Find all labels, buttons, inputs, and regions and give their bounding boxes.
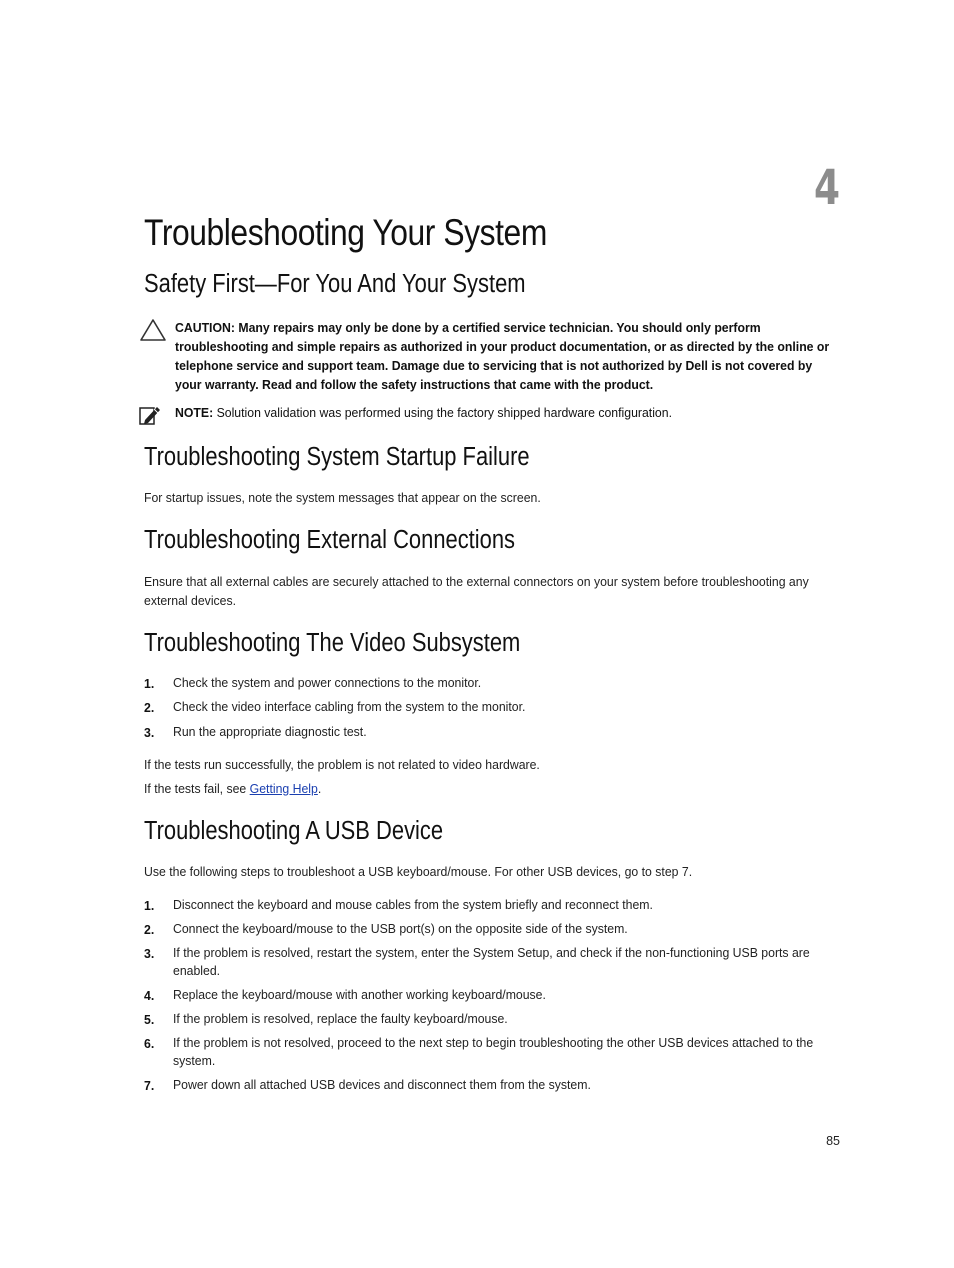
- video-result-fail: [144, 780, 832, 799]
- usb-step-number: 7.: [144, 1078, 155, 1093]
- usb-step-number: 4.: [144, 988, 155, 1003]
- note-text: Solution validation was performed using the factory shipped hardware configuration.: [213, 405, 672, 420]
- usb-step-text: If the problem is not resolved, proceed to the next step to begin troubleshooting the other USB devices attached to the system.: [173, 1035, 814, 1068]
- warning-triangle-icon: [139, 318, 167, 347]
- pencil-note-icon: [139, 404, 161, 431]
- section-heading-safety: Safety First—For You And Your System: [144, 270, 526, 298]
- video-step-text: Run the appropriate diagnostic test.: [173, 724, 367, 739]
- usb-step-text: Power down all attached USB devices and disconnect them from the system.: [173, 1077, 591, 1092]
- usb-step-text: Connect the keyboard/mouse to the USB port(s) on the opposite side of the system.: [173, 921, 628, 936]
- video-step-number: 1.: [144, 676, 155, 691]
- usb-step-number: 3.: [144, 946, 155, 961]
- chapter-number: 4: [813, 160, 840, 216]
- caution-text: CAUTION: Many repairs may only be done by a certified service technician. You should only perform troubleshooting and simple repairs as authorized in your product documentation, or as directed by the online or telephone service and support team. Damage due to servicing that is not authorized by Dell is not covered by your warranty. Read and follow the safety instructions that came with the product.: [175, 320, 830, 392]
- note-paragraph: [175, 403, 835, 422]
- video-step-number: 2.: [144, 700, 155, 715]
- note-label: NOTE:: [175, 405, 214, 420]
- usb-step-text: Disconnect the keyboard and mouse cables from the system briefly and reconnect them.: [173, 897, 653, 912]
- video-result-success: If the tests run successfully, the problem is not related to video hardware.: [144, 757, 540, 772]
- video-result-fail-prefix: If the tests fail, see: [144, 781, 250, 796]
- usb-step-text: Replace the keyboard/mouse with another working keyboard/mouse.: [173, 987, 546, 1002]
- page-number: 85: [826, 1134, 840, 1148]
- video-step-text: Check the video interface cabling from the system to the monitor.: [173, 699, 526, 714]
- section-heading-usb: Troubleshooting A USB Device: [144, 817, 444, 845]
- external-text: Ensure that all external cables are securely attached to the external connectors on your system before troubleshooting any external devices.: [144, 574, 809, 608]
- usb-step-text: If the problem is resolved, replace the faulty keyboard/mouse.: [173, 1011, 508, 1026]
- video-result-fail-suffix: .: [317, 781, 322, 796]
- usb-step-number: 2.: [144, 922, 155, 937]
- usb-step-number: 6.: [144, 1036, 155, 1051]
- video-step-text: Check the system and power connections to the monitor.: [173, 675, 482, 690]
- usb-step-number: 5.: [144, 1012, 155, 1027]
- usb-step-text: If the problem is resolved, restart the system, enter the System Setup, and check if the non-functioning USB ports are enabled.: [173, 945, 810, 978]
- getting-help-link[interactable]: Getting Help: [249, 781, 318, 796]
- video-step-number: 3.: [144, 725, 155, 740]
- page-title: Troubleshooting Your System: [144, 212, 547, 253]
- section-heading-startup: Troubleshooting System Startup Failure: [144, 443, 530, 471]
- usb-step-number: 1.: [144, 898, 155, 913]
- section-heading-video: Troubleshooting The Video Subsystem: [144, 629, 521, 657]
- usb-intro: Use the following steps to troubleshoot a USB keyboard/mouse. For other USB devices, go to step 7.: [144, 864, 693, 879]
- startup-text: For startup issues, note the system messages that appear on the screen.: [144, 490, 541, 505]
- section-heading-external: Troubleshooting External Connections: [144, 526, 516, 554]
